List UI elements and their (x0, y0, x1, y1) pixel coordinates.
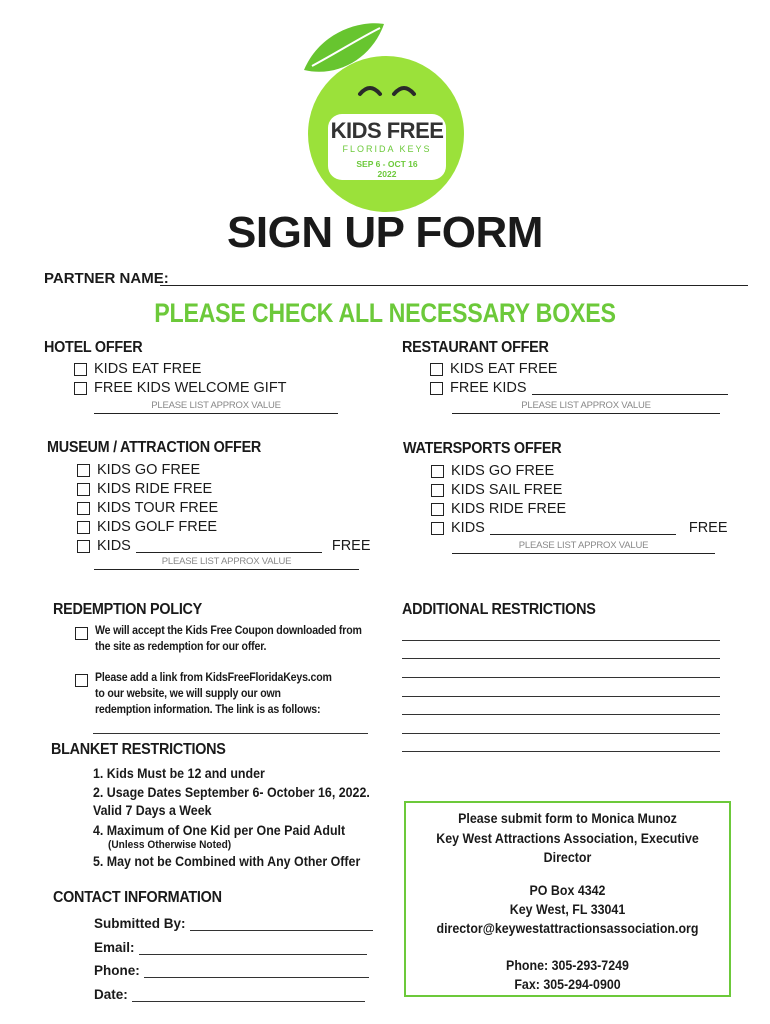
museum-item-go-free[interactable]: KIDS GO FREE (77, 461, 371, 479)
additional-restrictions-line[interactable] (402, 640, 720, 641)
redemption-option-link-text: Please add a link from KidsFreeFloridaKeys.com to our website, we will supply our own redemption information. The link is as follows: (95, 672, 332, 716)
additional-restrictions-line[interactable] (402, 714, 720, 715)
additional-restrictions-line[interactable] (402, 677, 720, 678)
hotel-offer-list (74, 360, 287, 397)
museum-item-golf-free[interactable]: KIDS GOLF FREE (77, 518, 371, 536)
watersports-item-go-free[interactable]: KIDS GO FREE (431, 462, 728, 480)
contact-submitted-row (94, 911, 373, 931)
blanket-rule-max: 4. Maximum of One Kid per One Paid Adult (93, 823, 346, 838)
instruction-heading: PLEASE CHECK ALL NECESSARY BOXES (154, 298, 616, 328)
contact-date-row (94, 982, 365, 1002)
museum-item-ride-free[interactable]: KIDS RIDE FREE (77, 480, 371, 498)
checkbox[interactable] (431, 522, 444, 535)
contact-email-row (94, 935, 367, 955)
partner-name-label: PARTNER NAME: (44, 270, 169, 287)
restaurant-offer-list (430, 360, 728, 397)
redemption-policy-heading: REDEMPTION POLICY (53, 601, 203, 618)
kids-free-logo (290, 18, 480, 218)
watersports-custom-field[interactable] (490, 522, 676, 535)
restaurant-item-kids-eat-free[interactable]: KIDS EAT FREE (430, 360, 728, 378)
submit-info-panel (404, 801, 731, 997)
watersports-item-ride-free[interactable]: KIDS RIDE FREE (431, 500, 728, 518)
hotel-offer-heading: HOTEL OFFER (44, 339, 143, 356)
additional-restrictions-line[interactable] (402, 751, 720, 752)
phone-label: Phone: (94, 963, 140, 978)
checkbox[interactable] (77, 502, 90, 515)
watersports-approx-value-field[interactable]: PLEASE LIST APPROX VALUE (452, 539, 715, 554)
redemption-option-link-checkbox[interactable] (75, 674, 88, 687)
additional-restrictions-line[interactable] (402, 696, 720, 697)
restaurant-approx-value-field[interactable]: PLEASE LIST APPROX VALUE (452, 399, 720, 414)
checkbox[interactable] (431, 503, 444, 516)
city-state-zip: Key West, FL 33041 (509, 902, 626, 917)
blanket-rule-combine: 5. May not be Combined with Any Other Offer (93, 854, 361, 869)
date-field[interactable] (132, 989, 365, 1002)
contact-phone-row (94, 958, 369, 978)
submit-phone: Phone: 305-293-7249 (506, 958, 629, 973)
blanket-restrictions-heading: BLANKET RESTRICTIONS (51, 741, 226, 758)
restaurant-item-free-kids[interactable]: FREE KIDS (430, 379, 728, 397)
phone-field[interactable] (144, 965, 369, 978)
hotel-approx-value-field[interactable]: PLEASE LIST APPROX VALUE (94, 399, 338, 414)
director-email[interactable]: director@keywestattractionsassociation.org (436, 921, 699, 936)
logo-kids-free: KIDS FREE (330, 118, 444, 143)
museum-free-label: FREE (331, 538, 371, 554)
logo-year: 2022 (377, 169, 397, 179)
hotel-item-welcome-gift[interactable]: FREE KIDS WELCOME GIFT (74, 379, 287, 397)
blanket-rule-dates: 2. Usage Dates September 6- October 16, 2022. (93, 785, 370, 800)
email-label: Email: (94, 940, 135, 955)
email-field[interactable] (139, 942, 367, 955)
checkbox[interactable] (77, 464, 90, 477)
museum-item-tour-free[interactable]: KIDS TOUR FREE (77, 499, 371, 517)
submit-fax: Fax: 305-294-0900 (514, 977, 621, 992)
museum-custom-field[interactable] (136, 540, 322, 553)
blanket-rule-note: (Unless Otherwise Noted) (108, 839, 232, 851)
watersports-offer-heading: WATERSPORTS OFFER (403, 440, 562, 457)
checkbox[interactable] (77, 483, 90, 496)
checkbox[interactable] (77, 540, 90, 553)
additional-restrictions-line[interactable] (402, 733, 720, 734)
checkbox[interactable] (77, 521, 90, 534)
museum-offer-heading: MUSEUM / ATTRACTION OFFER (47, 439, 262, 456)
checkbox[interactable] (74, 382, 87, 395)
watersports-free-label: FREE (688, 520, 728, 536)
redemption-option-coupon-checkbox[interactable] (75, 627, 88, 640)
blanket-rule-valid: Valid 7 Days a Week (93, 803, 212, 818)
blanket-rule-age: 1. Kids Must be 12 and under (93, 766, 265, 781)
logo-dates: SEP 6 - OCT 16 (356, 159, 418, 169)
museum-item-custom[interactable]: KIDS FREE (77, 537, 371, 555)
additional-restrictions-heading: ADDITIONAL RESTRICTIONS (402, 601, 596, 618)
submitted-by-field[interactable] (190, 918, 373, 931)
page-title: SIGN UP FORM (227, 208, 543, 257)
redemption-link-field[interactable] (93, 733, 368, 734)
museum-offer-list (77, 461, 371, 555)
redemption-option-coupon-text: We will accept the Kids Free Coupon downloaded from the site as redemption for our offer. (95, 625, 362, 653)
checkbox[interactable] (431, 484, 444, 497)
submitted-by-label: Submitted By: (94, 916, 186, 931)
logo-florida-keys: FLORIDA KEYS (342, 144, 432, 154)
po-box: PO Box 4342 (529, 883, 606, 898)
submit-to: Please submit form to Monica Munoz (458, 811, 677, 826)
checkbox[interactable] (431, 465, 444, 478)
additional-restrictions-line[interactable] (402, 658, 720, 659)
watersports-item-sail-free[interactable]: KIDS SAIL FREE (431, 481, 728, 499)
free-kids-field[interactable] (532, 382, 728, 395)
contact-info-heading: CONTACT INFORMATION (53, 889, 222, 906)
date-label: Date: (94, 987, 128, 1002)
hotel-item-kids-eat-free[interactable]: KIDS EAT FREE (74, 360, 287, 378)
watersports-offer-list (431, 462, 728, 537)
checkbox[interactable] (430, 382, 443, 395)
restaurant-offer-heading: RESTAURANT OFFER (402, 339, 549, 356)
checkbox[interactable] (430, 363, 443, 376)
submit-title: Key West Attractions Association, Executive Director (436, 831, 699, 865)
museum-approx-value-field[interactable]: PLEASE LIST APPROX VALUE (94, 555, 359, 570)
checkbox[interactable] (74, 363, 87, 376)
watersports-item-custom[interactable]: KIDS FREE (431, 519, 728, 537)
partner-name-field[interactable] (160, 285, 748, 286)
